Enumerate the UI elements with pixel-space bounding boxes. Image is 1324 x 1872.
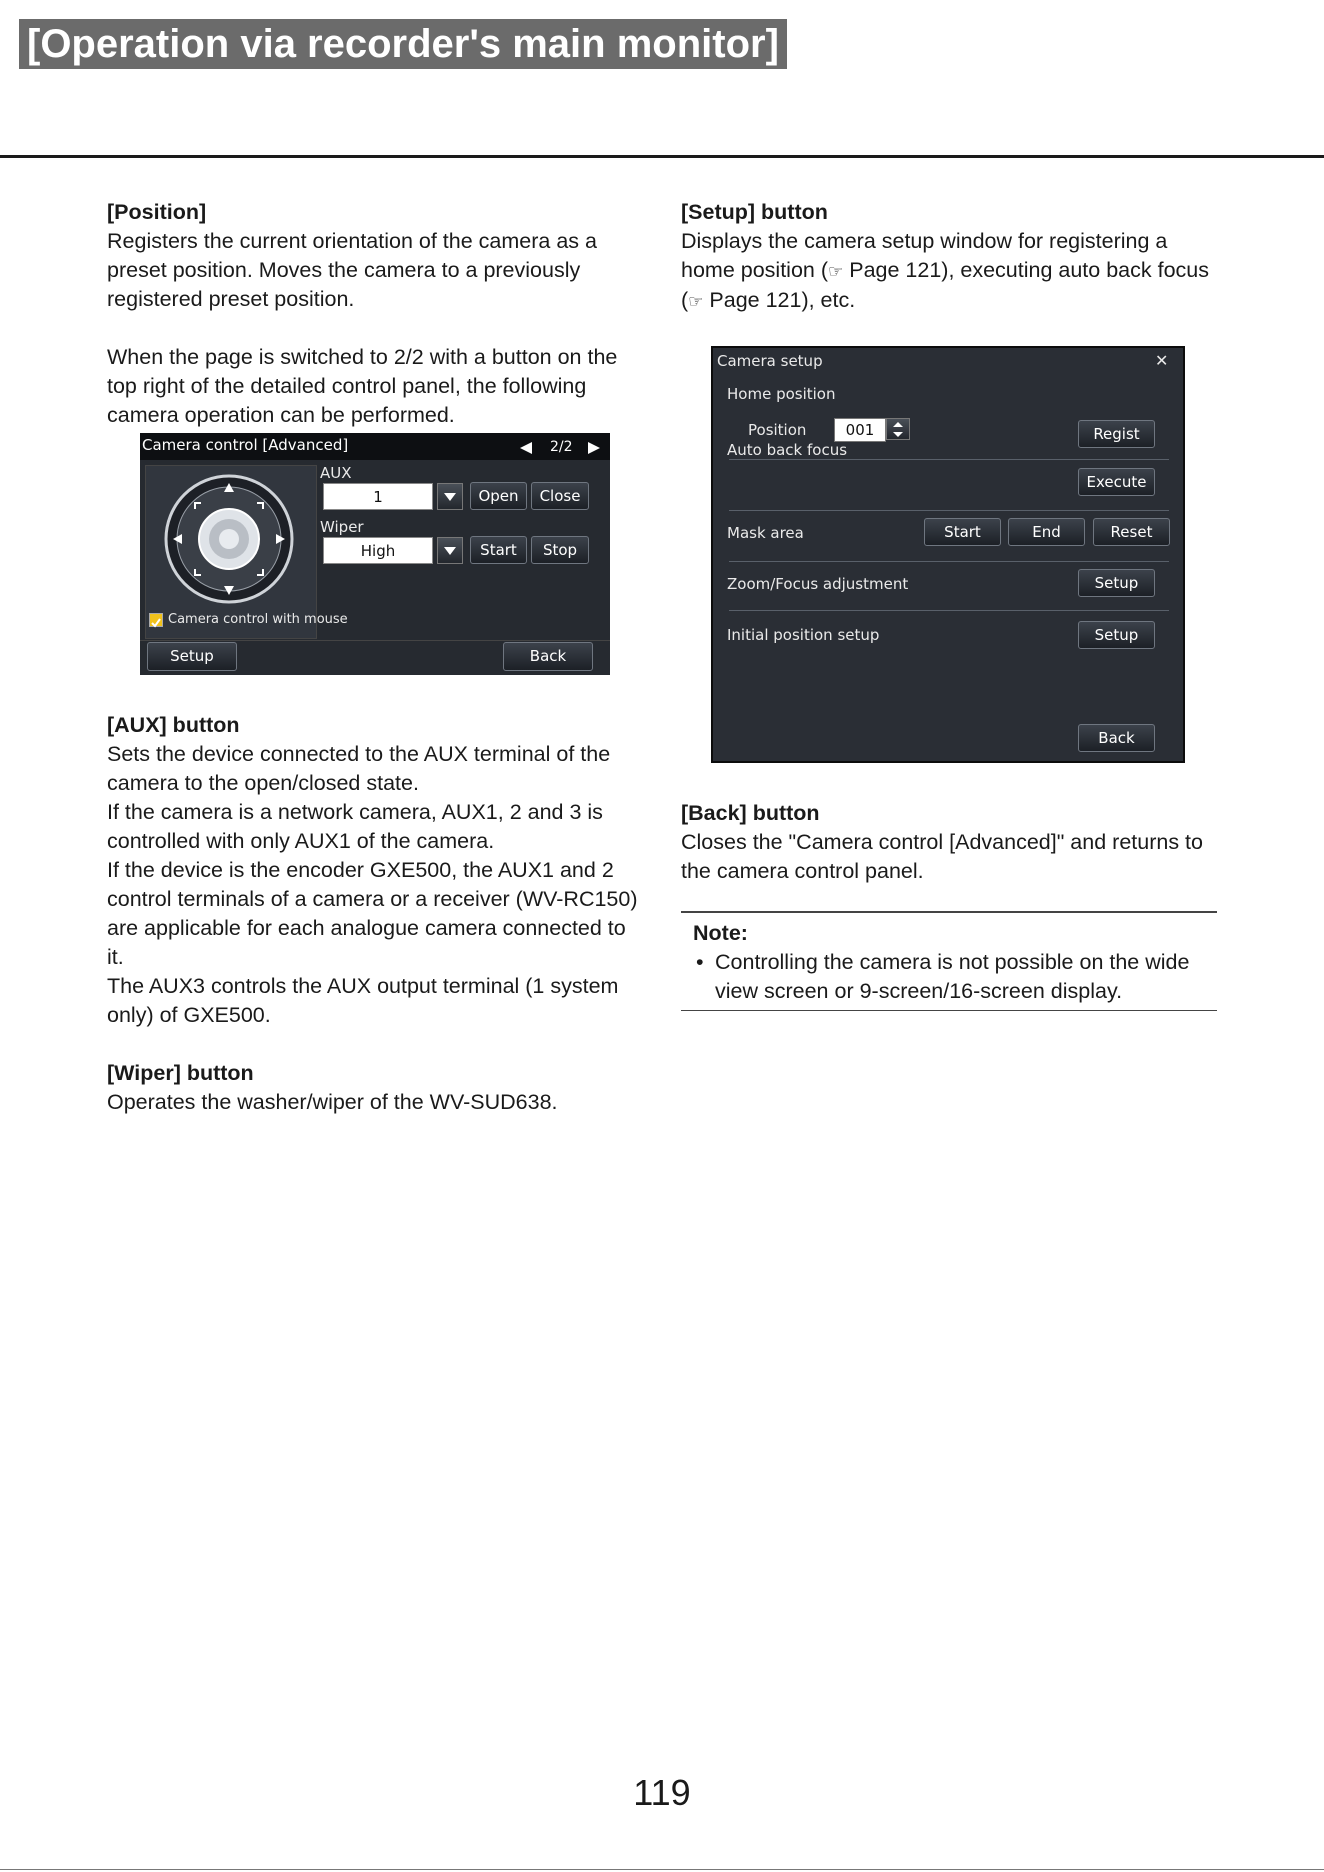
camera-setup-window	[711, 346, 1185, 763]
setup-text-part-1: Displays the camera setup window for registering a home position (	[681, 229, 1168, 282]
panel-divider	[140, 640, 610, 641]
wiper-dropdown-button[interactable]	[437, 537, 463, 564]
pager-prev-icon[interactable]	[520, 442, 534, 454]
switch-text: When the page is switched to 2/2 with a button on the top right of the detailed control panel, the following camera operation can be performed.	[107, 345, 618, 427]
zoom-focus-setup-button[interactable]: Setup	[1078, 569, 1155, 597]
aux-select[interactable]: 1	[323, 483, 433, 510]
aux-dropdown-button[interactable]	[437, 483, 463, 510]
zoom-focus-label: Zoom/Focus adjustment	[727, 575, 909, 593]
auto-back-focus-label: Auto back focus	[727, 441, 848, 459]
aux-close-button[interactable]: Close	[531, 482, 589, 510]
setup-heading: [Setup] button	[681, 200, 828, 224]
note-text: Controlling the camera is not possible on the wide view screen or 9-screen/16-screen display.	[715, 950, 1190, 1003]
chevron-down-icon	[438, 484, 462, 509]
camera-setup-title: Camera setup	[717, 352, 823, 370]
wiper-heading: [Wiper] button	[107, 1061, 254, 1085]
mask-end-button[interactable]: End	[1008, 518, 1085, 546]
page-reference-icon: ☞	[828, 262, 844, 281]
aux-label: AUX	[320, 464, 352, 482]
mouse-control-label: Camera control with mouse	[168, 612, 348, 627]
page-number: 119	[633, 1772, 691, 1813]
position-input[interactable]: 001	[834, 418, 886, 442]
separator	[729, 610, 1169, 611]
aux-heading: [AUX] button	[107, 713, 240, 737]
mask-start-button[interactable]: Start	[924, 518, 1001, 546]
setup-text	[681, 227, 1221, 316]
position-label: Position	[748, 421, 807, 439]
panel-back-button[interactable]: Back	[503, 642, 593, 671]
wiper-text: Operates the washer/wiper of the WV-SUD638.	[107, 1090, 558, 1114]
note-box	[681, 911, 1217, 1011]
right-column	[681, 198, 1221, 316]
back-text: Closes the "Camera control [Advanced]" and returns to the camera control panel.	[681, 830, 1203, 883]
wiper-label: Wiper	[320, 518, 364, 536]
page-section-title: [Operation via recorder's main monitor]	[19, 19, 787, 69]
setup-back-button[interactable]: Back	[1078, 724, 1155, 752]
page-reference-icon: ☞	[688, 292, 704, 311]
execute-button[interactable]: Execute	[1078, 468, 1155, 496]
position-heading: [Position]	[107, 200, 207, 224]
note-heading: Note:	[693, 921, 748, 945]
stepper-arrows-icon	[887, 419, 909, 441]
left-column-lower	[107, 711, 647, 1117]
wiper-stop-button[interactable]: Stop	[531, 536, 589, 564]
camera-control-title: Camera control [Advanced]	[142, 436, 349, 454]
mask-area-label: Mask area	[727, 524, 804, 542]
footer-rule	[0, 1869, 1324, 1870]
initial-position-setup-button[interactable]: Setup	[1078, 621, 1155, 649]
wiper-select[interactable]: High	[323, 537, 433, 564]
mask-reset-button[interactable]: Reset	[1093, 518, 1170, 546]
pager-next-icon[interactable]	[588, 442, 602, 454]
aux-text-4: The AUX3 controls the AUX output terminal (1 system only) of GXE500.	[107, 974, 619, 1027]
chevron-down-icon	[438, 538, 462, 563]
mouse-control-checkbox[interactable]	[149, 613, 163, 627]
wiper-start-button[interactable]: Start	[470, 536, 527, 564]
left-column	[107, 198, 647, 430]
aux-open-button[interactable]: Open	[470, 482, 527, 510]
camera-control-panel	[140, 433, 610, 675]
aux-text-1: Sets the device connected to the AUX terminal of the camera to the open/closed state.	[107, 742, 611, 795]
separator	[729, 561, 1169, 562]
position-stepper[interactable]	[886, 418, 910, 440]
joystick-icon[interactable]	[163, 473, 295, 605]
back-heading: [Back] button	[681, 801, 820, 825]
note-item	[681, 948, 1217, 1006]
close-icon[interactable]: ✕	[1155, 351, 1169, 370]
initial-position-label: Initial position setup	[727, 626, 880, 644]
setup-text-part-3: Page 121), etc.	[703, 288, 856, 312]
bullet-icon: •	[696, 950, 704, 974]
aux-text-3: If the device is the encoder GXE500, the AUX1 and 2 control terminals of a camera or a receiver (WV-RC150) are applicable for each analogue camera connected to it.	[107, 858, 638, 969]
pager-indicator: 2/2	[550, 439, 573, 455]
right-column-lower	[681, 799, 1221, 886]
regist-button[interactable]: Regist	[1078, 420, 1155, 448]
position-text: Registers the current orientation of the camera as a preset position. Moves the camera to a previously registered preset position.	[107, 229, 597, 311]
home-position-label: Home position	[727, 385, 836, 403]
setup-text-part-2: Page 121), executing auto back focus (	[681, 258, 1209, 312]
header-rule	[0, 155, 1324, 158]
checkmark-icon	[150, 617, 162, 629]
separator	[729, 510, 1169, 511]
panel-setup-button[interactable]: Setup	[147, 642, 237, 671]
aux-text-2: If the camera is a network camera, AUX1, 2 and 3 is controlled with only AUX1 of the camera.	[107, 800, 603, 853]
